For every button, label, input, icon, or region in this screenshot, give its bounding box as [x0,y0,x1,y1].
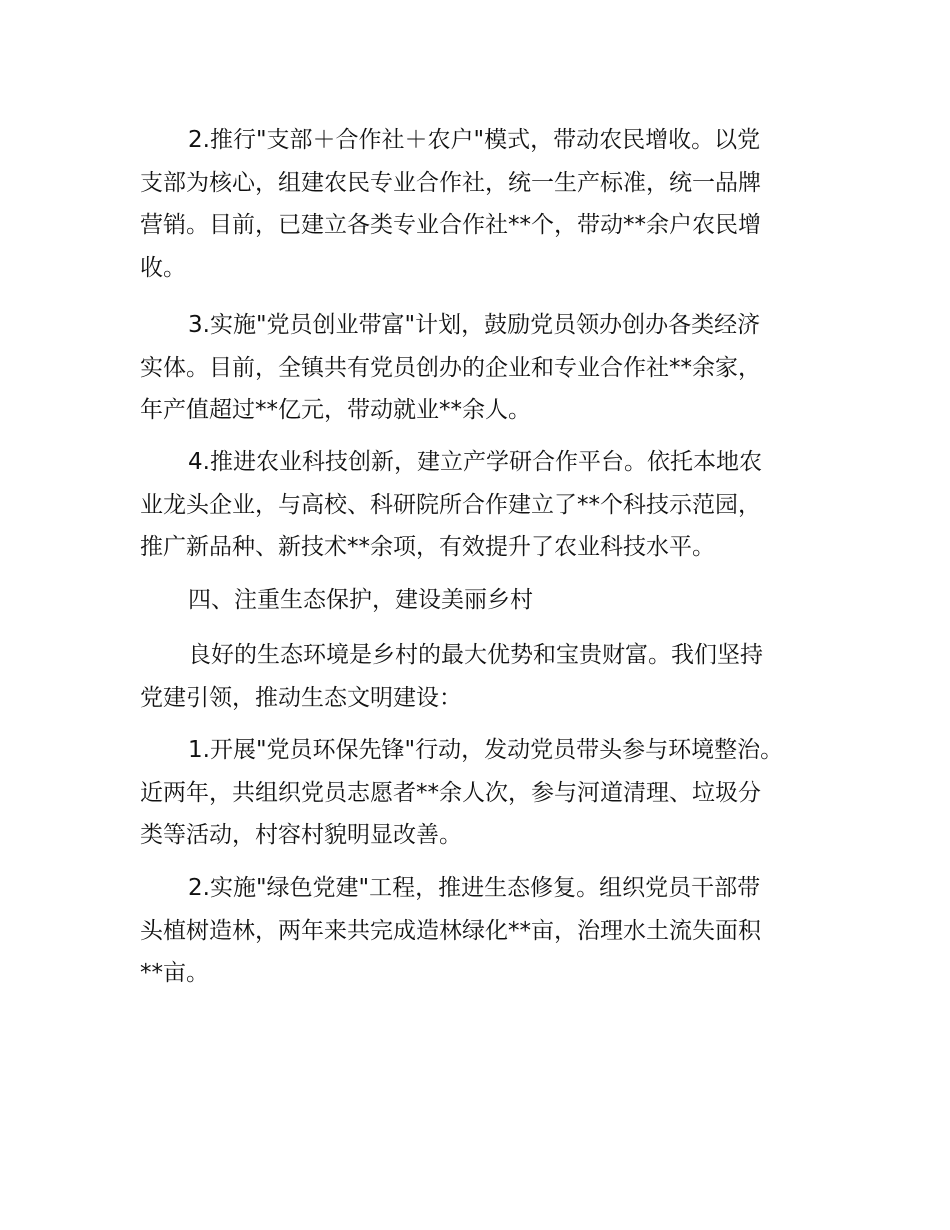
text-line: 2.推行"支部＋合作社＋农户"模式，带动农民增收。以党 [188,127,761,153]
paragraph-green-project [140,867,820,995]
text-line: **亩。 [140,960,209,986]
text-line: 支部为核心，组建农民专业合作社，统一生产标准，统一品牌 [140,169,761,196]
paragraph-entrepreneurship-plan [140,304,820,432]
text-line: 业龙头企业，与高校、科研院所合作建立了**个科技示范园， [140,491,761,518]
text-line: 头植树造林，两年来共完成造林绿化**亩，治理水土流失面积 [140,917,761,944]
text-line: 近两年，共组织党员志愿者**余人次，参与河道清理、垃圾分 [140,779,761,806]
text-line: 党建引领，推动生态文明建设： [140,684,462,711]
text-line: 年产值超过**亿元，带动就业**余人。 [140,397,531,423]
text-line: 营销。目前，已建立各类专业合作社**个，带动**余户农民增 [140,212,761,238]
text-line: 类等活动，村容村貌明显改善。 [140,822,462,848]
text-line: 1.开展"党员环保先锋"行动，发动党员带头参与环境整治。 [188,737,784,763]
text-line: 四、注重生态保护，建设美丽乡村 [188,587,533,613]
section-heading-ecology [140,579,820,622]
text-line: 良好的生态环境是乡村的最大优势和宝贵财富。我们坚持 [188,642,763,668]
text-line: 2.实施"绿色党建"工程，推进生态修复。组织党员干部带 [188,875,761,901]
paragraph-ecology-intro [140,634,820,719]
text-line: 4.推进农业科技创新，建立产学研合作平台。依托本地农 [188,449,762,475]
text-line: 实体。目前，全镇共有党员创办的企业和专业合作社**余家， [140,354,761,381]
text-line: 3.实施"党员创业带富"计划，鼓励党员领办创办各类经济 [188,312,761,338]
paragraph-cooperative-model [140,119,820,289]
paragraph-agri-tech [140,441,820,569]
text-line: 收。 [140,254,186,281]
text-line: 推广新品种、新技术**余项，有效提升了农业科技水平。 [140,534,715,560]
paragraph-environment-action [140,729,820,857]
